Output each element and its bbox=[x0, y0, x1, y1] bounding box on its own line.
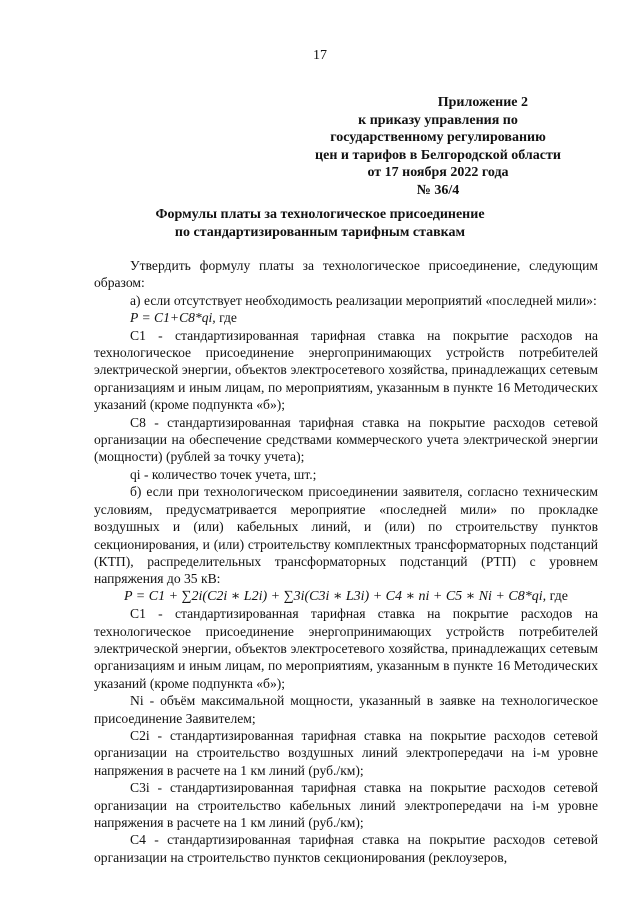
appendix-line-2: к приказу управления по bbox=[358, 112, 518, 128]
paragraph-c8-def: С8 - стандартизированная тарифная ставка на покрытие расходов сетевой организации на обеспечение средствами коммерческого учета электрической энергии (мощности) (рублей за точку учета); bbox=[94, 414, 598, 465]
formula-2 bbox=[94, 588, 598, 605]
paragraph-case-a: а) если отсутствует необходимость реализации мероприятий «последней мили»: bbox=[130, 292, 597, 308]
document-title bbox=[0, 206, 640, 241]
paragraph-qi-def: qi - количество точек учета, шт.; bbox=[130, 466, 317, 482]
paragraph-c2i-def: С2i - стандартизированная тарифная ставка на покрытие расходов сетевой организации на строительство воздушных линий электропередачи на i-м уровне напряжения в расчете на 1 км линий (руб./км); bbox=[94, 727, 598, 778]
appendix-line-3: государственному регулированию bbox=[330, 130, 546, 145]
formula-2-tail: где bbox=[546, 588, 568, 604]
paragraph-c3i-def: С3i - стандартизированная тарифная ставка на покрытие расходов сетевой организации на строительство кабельных линий электропередачи на i-м уровне напряжения в расчете на 1 км линий (руб./км); bbox=[94, 780, 598, 830]
paragraph-c1-def-2: С1 - стандартизированная тарифная ставка на покрытие расходов на технологическое присоединение энергопринимающих устройств потребителей электрической энергии, объектов электросетевого хозяйства, принадлежащих сетевым организациям и иным лицам, по мероприятиям, указанным в пункте 16 Методических указаний (кроме подпункта «б»); bbox=[94, 606, 598, 691]
page-number: 17 bbox=[313, 48, 327, 63]
formula-1 bbox=[94, 309, 598, 326]
formula-1-tail: где bbox=[215, 310, 237, 326]
document-body bbox=[94, 257, 598, 866]
paragraph-c4-def: С4 - стандартизированная тарифная ставка на покрытие расходов сетевой организации на строительство пунктов секционирования (реклоузеров, bbox=[94, 832, 598, 865]
appendix-line-1: Приложение 2 bbox=[437, 95, 528, 110]
paragraph-case-b: б) если при технологическом присоединении заявителя, согласно техническим условиям, предусматривается мероприятие «последней мили» по прокладке воздушных и (или) кабельных линий, и (или) по строительству пунктов секционирования, и (или) строительству комплектных трансформаторных подстанций (КТП), распределительных трансформаторных подстанций (РТП) с уровнем напряжения до 35 кВ: bbox=[94, 484, 598, 587]
appendix-line-5: от 17 ноября 2022 года bbox=[367, 165, 509, 180]
paragraph-intro: Утвердить формулу платы за технологическое присоединение, следующим образом: bbox=[94, 258, 598, 291]
paragraph-c1-def: С1 - стандартизированная тарифная ставка на покрытие расходов на технологическое присоединение энергопринимающих устройств потребителей электрической энергии, объектов электросетевого хозяйства, принадлежащих сетевым организациям и иным лицам, по мероприятиям, указанным в пункте 16 Методических указаний (кроме подпункта «б»); bbox=[94, 327, 598, 413]
title-line-2: по стандартизированным тарифным ставкам bbox=[174, 224, 466, 240]
appendix-line-6: № 36/4 bbox=[416, 182, 460, 198]
formula-1-math: P = C1+C8*qi, bbox=[130, 310, 216, 326]
formula-2-math: P = C1 + ∑2i(C2i ∗ L2i) + ∑3i(C3i ∗ L3i) + C4 ∗ ni + C5 ∗ Ni + C8*qi, bbox=[124, 588, 547, 604]
title-line-1: Формулы платы за технологическое присоединение bbox=[155, 207, 485, 222]
appendix-header bbox=[288, 94, 588, 199]
paragraph-ni-def: Ni - объём максимальной мощности, указанный в заявке на технологическое присоединение Заявителем; bbox=[94, 693, 598, 726]
appendix-line-4: цен и тарифов в Белгородской области bbox=[315, 147, 561, 163]
